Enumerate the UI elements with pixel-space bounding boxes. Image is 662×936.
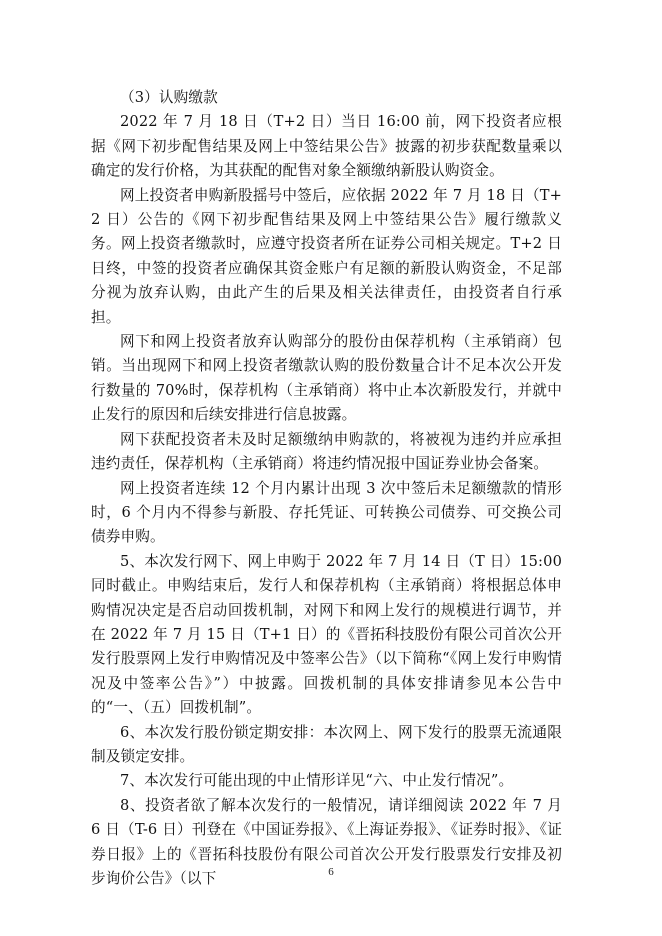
paragraph-online-default: 网上投资者连续 12 个月内累计出现 3 次中签后未足额缴款的情形时，6 个月内不得参与新股、存托凭证、可转换公司债券、可交换公司债券申购。 xyxy=(91,479,562,546)
paragraph-item-7-suspension: 7、本次发行可能出现的中止情形详见“六、中止发行情况”。 xyxy=(120,772,514,790)
section-heading-subscription-payment: （3）认购缴款 xyxy=(120,89,218,106)
paragraph-online-payment: 网上投资者申购新股摇号中签后，应依据 2022 年 7 月 18 日（T+2 日）公告的《网下初步配售结果及网上中签结果公告》履行缴款义务。网上投资者缴款时，应遵守投资者所在证券公司相关规定。T+2 日日终，中签的投资者应确保其资金账户有足额的新股认购资金，不足部分视为放弃认购，由此产生的后果及相关法律责任，由投资者自行承担。 xyxy=(91,186,562,326)
paragraph-offline-payment: 2022 年 7 月 18 日（T+2 日）当日 16:00 前，网下投资者应根据《网下初步配售结果及网上中签结果公告》披露的初步获配数量乘以确定的发行价格，为其获配的配售对象全额缴纳新股认购资金。 xyxy=(91,113,562,180)
paragraph-underwriting: 网下和网上投资者放弃认购部分的股份由保荐机构（主承销商）包销。当出现网下和网上投资者缴款认购的股份数量合计不足本次公开发行数量的 70%时，保荐机构（主承销商）将中止本次新股发行，并就中止发行的原因和后续安排进行信息披露。 xyxy=(91,333,562,424)
paragraph-offline-default: 网下获配投资者未及时足额缴纳申购款的，将被视为违约并应承担违约责任，保荐机构（主承销商）将违约情况报中国证券业协会备案。 xyxy=(91,430,562,473)
page-number: 6 xyxy=(328,866,334,878)
paragraph-item-8-general-info: 8、投资者欲了解本次发行的一般情况，请详细阅读 2022 年 7 月 6 日（T-6 日）刊登在《中国证券报》、《上海证券报》、《证券时报》、《证券日报》上的《晋拓科技股份有限公司首次公开发行股票发行安排及初步询价公告》（以下 xyxy=(91,796,562,887)
paragraph-item-6-lockup: 6、本次发行股份锁定期安排：本次网上、网下发行的股票无流通限制及锁定安排。 xyxy=(91,723,562,765)
paragraph-item-5-clawback: 5、本次发行网下、网上申购于 2022 年 7 月 14 日（T 日）15:00 同时截止。申购结束后，发行人和保荐机构（主承销商）将根据总体申购情况决定是否启动回拨机制，对网下和网上发行的规模进行调节，并在 2022 年 7 月 15 日（T+1 日）的《晋拓科技股份有限公司首次公开发行股票网上发行申购情况及中签率公告》（以下简称“《网上发行申购情况及中签率公告》”）中披露。回拨机制的具体安排请参见本公告中的“一、（五）回拨机制”。 xyxy=(91,552,562,717)
document-body xyxy=(91,86,562,891)
